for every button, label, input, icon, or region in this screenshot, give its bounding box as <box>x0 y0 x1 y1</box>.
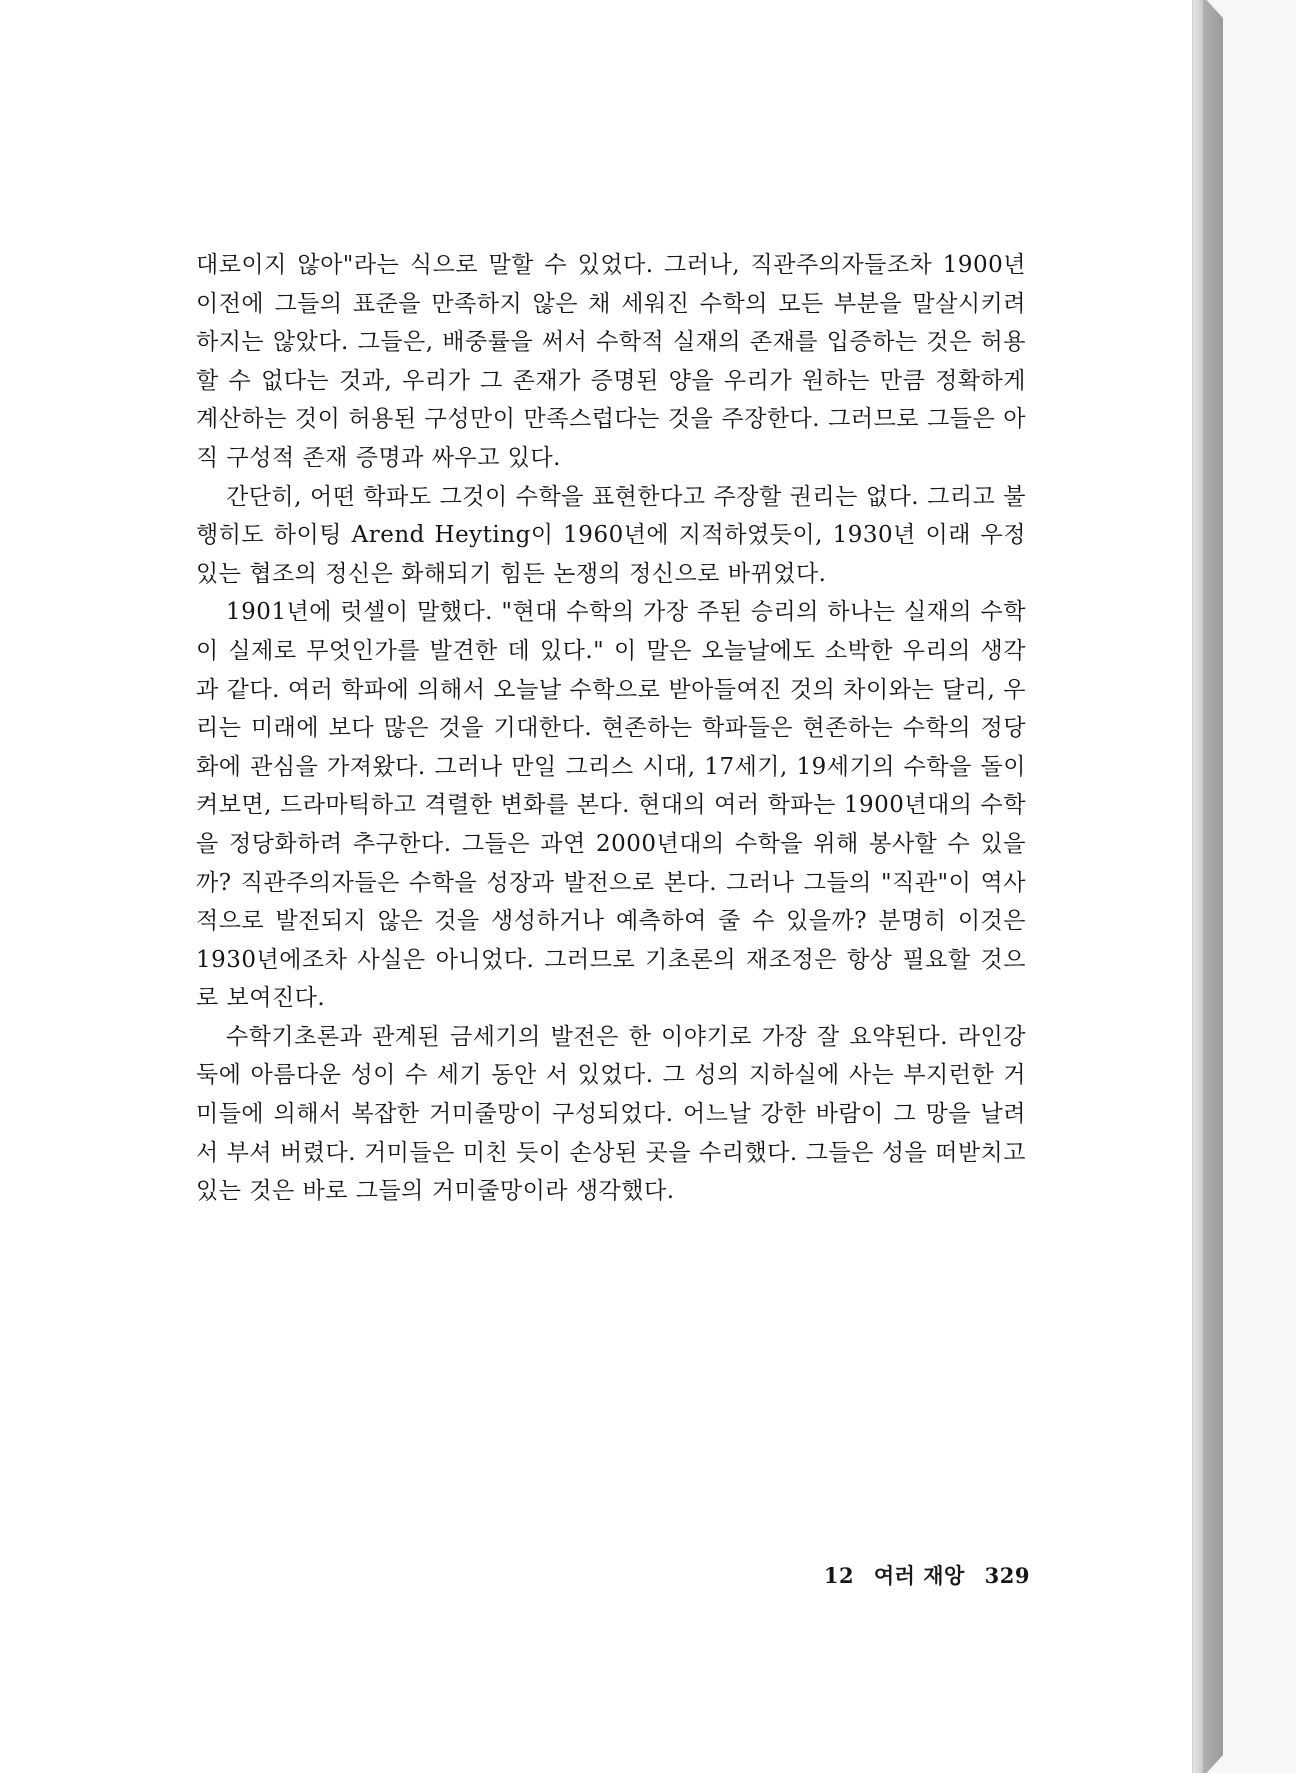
paragraph: 대로이지 않아"라는 식으로 말할 수 있었다. 그러나, 직관주의자들조차 1900년 이전에 그들의 표준을 만족하지 않은 채 세워진 수학의 모든 부분을 말살시키려 하지는 않았다. 그들은, 배중률을 써서 수학적 실재의 존재를 입증하는 것은 허용할 수 없다는 것과, 우리가 그 존재가 증명된 양을 우리가 원하는 만큼 정확하게 계산하는 것이 허용된 구성만이 만족스럽다는 것을 주장한다. 그러므로 그들은 아직 구성적 존재 증명과 싸우고 있다. <box>196 252 1026 471</box>
chapter-title: 여러 재앙 <box>873 1563 965 1588</box>
page-edge-highlight <box>1193 0 1203 1773</box>
paragraph: 수학기초론과 관계된 금세기의 발전은 한 이야기로 가장 잘 요약된다. 라인강 둑에 아름다운 성이 수 세기 동안 서 있었다. 그 성의 지하실에 사는 부지런한 거미들에 의해서 복잡한 거미줄망이 구성되었다. 어느날 강한 바람이 그 망을 날려서 부셔 버렸다. 거미들은 미친 듯이 손상된 곳을 수리했다. 그들은 성을 떠받치고 있는 것은 바로 그들의 거미줄망이라 생각했다. <box>196 1023 1026 1205</box>
body-text <box>196 246 1026 1211</box>
page-footer <box>810 1560 1030 1590</box>
page-number: 329 <box>984 1563 1030 1588</box>
paragraph: 간단히, 어떤 학파도 그것이 수학을 표현한다고 주장할 권리는 없다. 그리고 불행히도 하이팅 Arend Heyting이 1960년에 지적하였듯이, 1930년 이래 우정있는 협조의 정신은 화해되기 힘든 논쟁의 정신으로 바뀌었다. <box>196 483 1026 587</box>
chapter-number: 12 <box>823 1563 855 1588</box>
paragraph: 1901년에 럿셀이 말했다. "현대 수학의 가장 주된 승리의 하나는 실재의 수학이 실제로 무엇인가를 발견한 데 있다." 이 말은 오늘날에도 소박한 우리의 생각과 같다. 여러 학파에 의해서 오늘날 수학으로 받아들여진 것의 차이와는 달리, 우리는 미래에 보다 많은 것을 기대한다. 현존하는 학파들은 현존하는 수학의 정당화에 관심을 가져왔다. 그러나 만일 그리스 시대, 17세기, 19세기의 수학을 돌이켜보면, 드라마틱하고 격렬한 변화를 본다. 현대의 여러 학파는 1900년대의 수학을 정당화하려 추구한다. 그들은 과연 2000년대의 수학을 위해 봉사할 수 있을까? 직관주의자들은 수학을 성장과 발전으로 본다. 그러나 그들의 "직관"이 역사적으로 발전되지 않은 것을 생성하거나 예측하여 줄 수 있을까? 분명히 이것은 1930년에조차 사실은 아니었다. 그러므로 기초론의 재조정은 항상 필요할 것으로 보여진다. <box>196 599 1026 1012</box>
